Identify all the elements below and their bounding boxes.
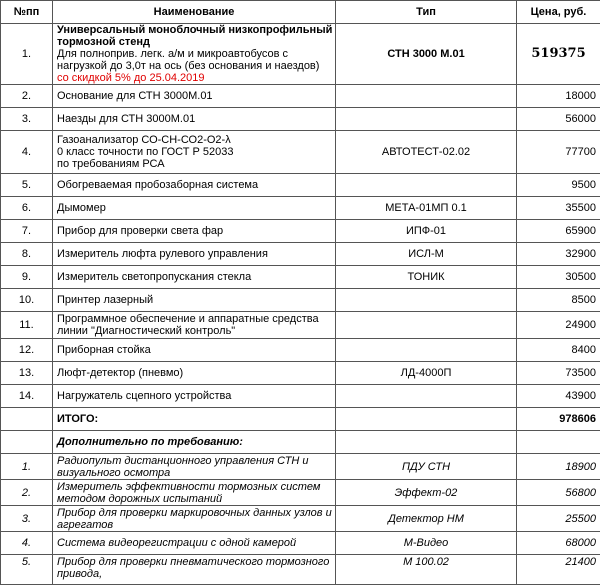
row-num: 5. [1, 174, 53, 197]
header-row [1, 1, 600, 24]
row-name-line: 0 класс точности по ГОСТ Р 52033 [57, 146, 331, 158]
row-name [53, 555, 336, 585]
row-price: 25500 [517, 506, 600, 532]
row-price: 519375 [517, 24, 600, 85]
row-num: 2. [1, 85, 53, 108]
row-price: 18900 [517, 454, 600, 480]
row-num: 2. [1, 480, 53, 506]
row-name-line: агрегатов [57, 519, 331, 531]
section-type-cell [336, 431, 517, 454]
row-type: Детектор НМ [336, 506, 517, 532]
row-num: 13. [1, 362, 53, 385]
row-name-title: Универсальный моноблочный низкопрофильный [57, 24, 331, 36]
row-type [336, 85, 517, 108]
row-name [53, 24, 336, 85]
row-type [336, 108, 517, 131]
row-name: Приборная стойка [53, 339, 336, 362]
row-price: 21400 [517, 555, 600, 585]
row-type [336, 312, 517, 339]
row-name-line: Газоанализатор СО-СН-СО2-О2-λ [57, 134, 331, 146]
row-price: 43900 [517, 385, 600, 408]
row-num: 12. [1, 339, 53, 362]
row-price: 56000 [517, 108, 600, 131]
table-row [1, 174, 600, 197]
table-row [1, 312, 600, 339]
row-num: 7. [1, 220, 53, 243]
row-num: 1. [1, 24, 53, 85]
row-name [53, 506, 336, 532]
row-name: Дымомер [53, 197, 336, 220]
row-name: Люфт-детектор (пневмо) [53, 362, 336, 385]
table-row [1, 454, 600, 480]
row-price: 56800 [517, 480, 600, 506]
row-name [53, 480, 336, 506]
row-num: 4. [1, 532, 53, 555]
header-num: №пп [1, 1, 53, 24]
section-price-cell [517, 431, 600, 454]
row-name [53, 454, 336, 480]
table-row [1, 197, 600, 220]
row-price: 18000 [517, 85, 600, 108]
row-num: 11. [1, 312, 53, 339]
row-name-line: Программное обеспечение и аппаратные средства [57, 313, 331, 325]
row-type [336, 174, 517, 197]
row-name: Система видеорегистрации с одной камерой [53, 532, 336, 555]
row-name-line: Прибор для проверки маркировочных данных узлов и [57, 507, 331, 519]
row-name-line: визуального осмотра [57, 467, 331, 479]
total-price: 978606 [517, 408, 600, 431]
table-row [1, 108, 600, 131]
table-row [1, 480, 600, 506]
row-name [53, 131, 336, 174]
table-row [1, 555, 600, 585]
row-name: Основание для СТН 3000М.01 [53, 85, 336, 108]
table-row [1, 385, 600, 408]
total-num-cell [1, 408, 53, 431]
row-name-title-cont: тормозной стенд [57, 36, 331, 48]
row-type: ИСЛ-М [336, 243, 517, 266]
row-num: 5. [1, 555, 53, 585]
table-row [1, 289, 600, 312]
row-type: ЛД-4000П [336, 362, 517, 385]
table-row [1, 24, 600, 85]
row-type [336, 289, 517, 312]
row-num: 1. [1, 454, 53, 480]
row-type: ИПФ-01 [336, 220, 517, 243]
row-name-line: методом дорожных испытаний [57, 493, 331, 505]
row-num: 14. [1, 385, 53, 408]
total-type-cell [336, 408, 517, 431]
table-row [1, 243, 600, 266]
row-price: 9500 [517, 174, 600, 197]
row-name: Измеритель люфта рулевого управления [53, 243, 336, 266]
row-num: 6. [1, 197, 53, 220]
header-price: Цена, руб. [517, 1, 600, 24]
table-row [1, 220, 600, 243]
row-num: 8. [1, 243, 53, 266]
discount-note: со скидкой 5% до 25.04.2019 [57, 72, 331, 84]
row-price: 68000 [517, 532, 600, 555]
row-price: 35500 [517, 197, 600, 220]
row-name-line: линии "Диагностический контроль" [57, 325, 331, 337]
row-type: АВТОТЕСТ-02.02 [336, 131, 517, 174]
row-num: 3. [1, 108, 53, 131]
row-type: Эффект-02 [336, 480, 517, 506]
row-name-line: по требованиям РСА [57, 158, 331, 170]
row-name: Измеритель светопропускания стекла [53, 266, 336, 289]
row-type: МЕТА-01МП 0.1 [336, 197, 517, 220]
row-type [336, 339, 517, 362]
row-price: 8400 [517, 339, 600, 362]
header-type: Тип [336, 1, 517, 24]
row-price: 8500 [517, 289, 600, 312]
row-type [336, 385, 517, 408]
row-type: СТН 3000 М.01 [336, 24, 517, 85]
header-name: Наименование [53, 1, 336, 24]
row-price: 24900 [517, 312, 600, 339]
row-name: Прибор для проверки света фар [53, 220, 336, 243]
row-price: 73500 [517, 362, 600, 385]
table-row [1, 506, 600, 532]
table-row [1, 85, 600, 108]
row-name-desc-cont: нагрузкой до 3,0т на ось (без основания и наездов) [57, 60, 331, 72]
row-name-line: Радиопульт дистанционного управления СТН и [57, 455, 331, 467]
row-name: Обогреваемая пробозаборная система [53, 174, 336, 197]
row-name: Принтер лазерный [53, 289, 336, 312]
section-heading: Дополнительно по требованию: [53, 431, 336, 454]
row-num: 4. [1, 131, 53, 174]
row-type: ПДУ СТН [336, 454, 517, 480]
row-num: 3. [1, 506, 53, 532]
table-row [1, 362, 600, 385]
row-type: М 100.02 [336, 555, 517, 585]
row-price: 30500 [517, 266, 600, 289]
row-name-line: Измеритель эффективности тормозных систем [57, 481, 331, 493]
total-row [1, 408, 600, 431]
section-heading-row [1, 431, 600, 454]
row-name: Наезды для СТН 3000М.01 [53, 108, 336, 131]
section-num-cell [1, 431, 53, 454]
table-row [1, 532, 600, 555]
row-name-line: привода, [57, 568, 102, 580]
total-label: ИТОГО: [53, 408, 336, 431]
row-type: М-Видео [336, 532, 517, 555]
row-name [53, 312, 336, 339]
row-price: 77700 [517, 131, 600, 174]
row-name: Нагружатель сцепного устройства [53, 385, 336, 408]
row-num: 10. [1, 289, 53, 312]
row-price: 65900 [517, 220, 600, 243]
row-name-desc: Для полноприв. легк. а/м и микроавтобусов с [57, 48, 331, 60]
table-row [1, 339, 600, 362]
row-price: 32900 [517, 243, 600, 266]
table-row [1, 131, 600, 174]
row-num: 9. [1, 266, 53, 289]
table-row [1, 266, 600, 289]
row-type: ТОНИК [336, 266, 517, 289]
row-name-line: Прибор для проверки пневматического тормозного [57, 556, 329, 568]
